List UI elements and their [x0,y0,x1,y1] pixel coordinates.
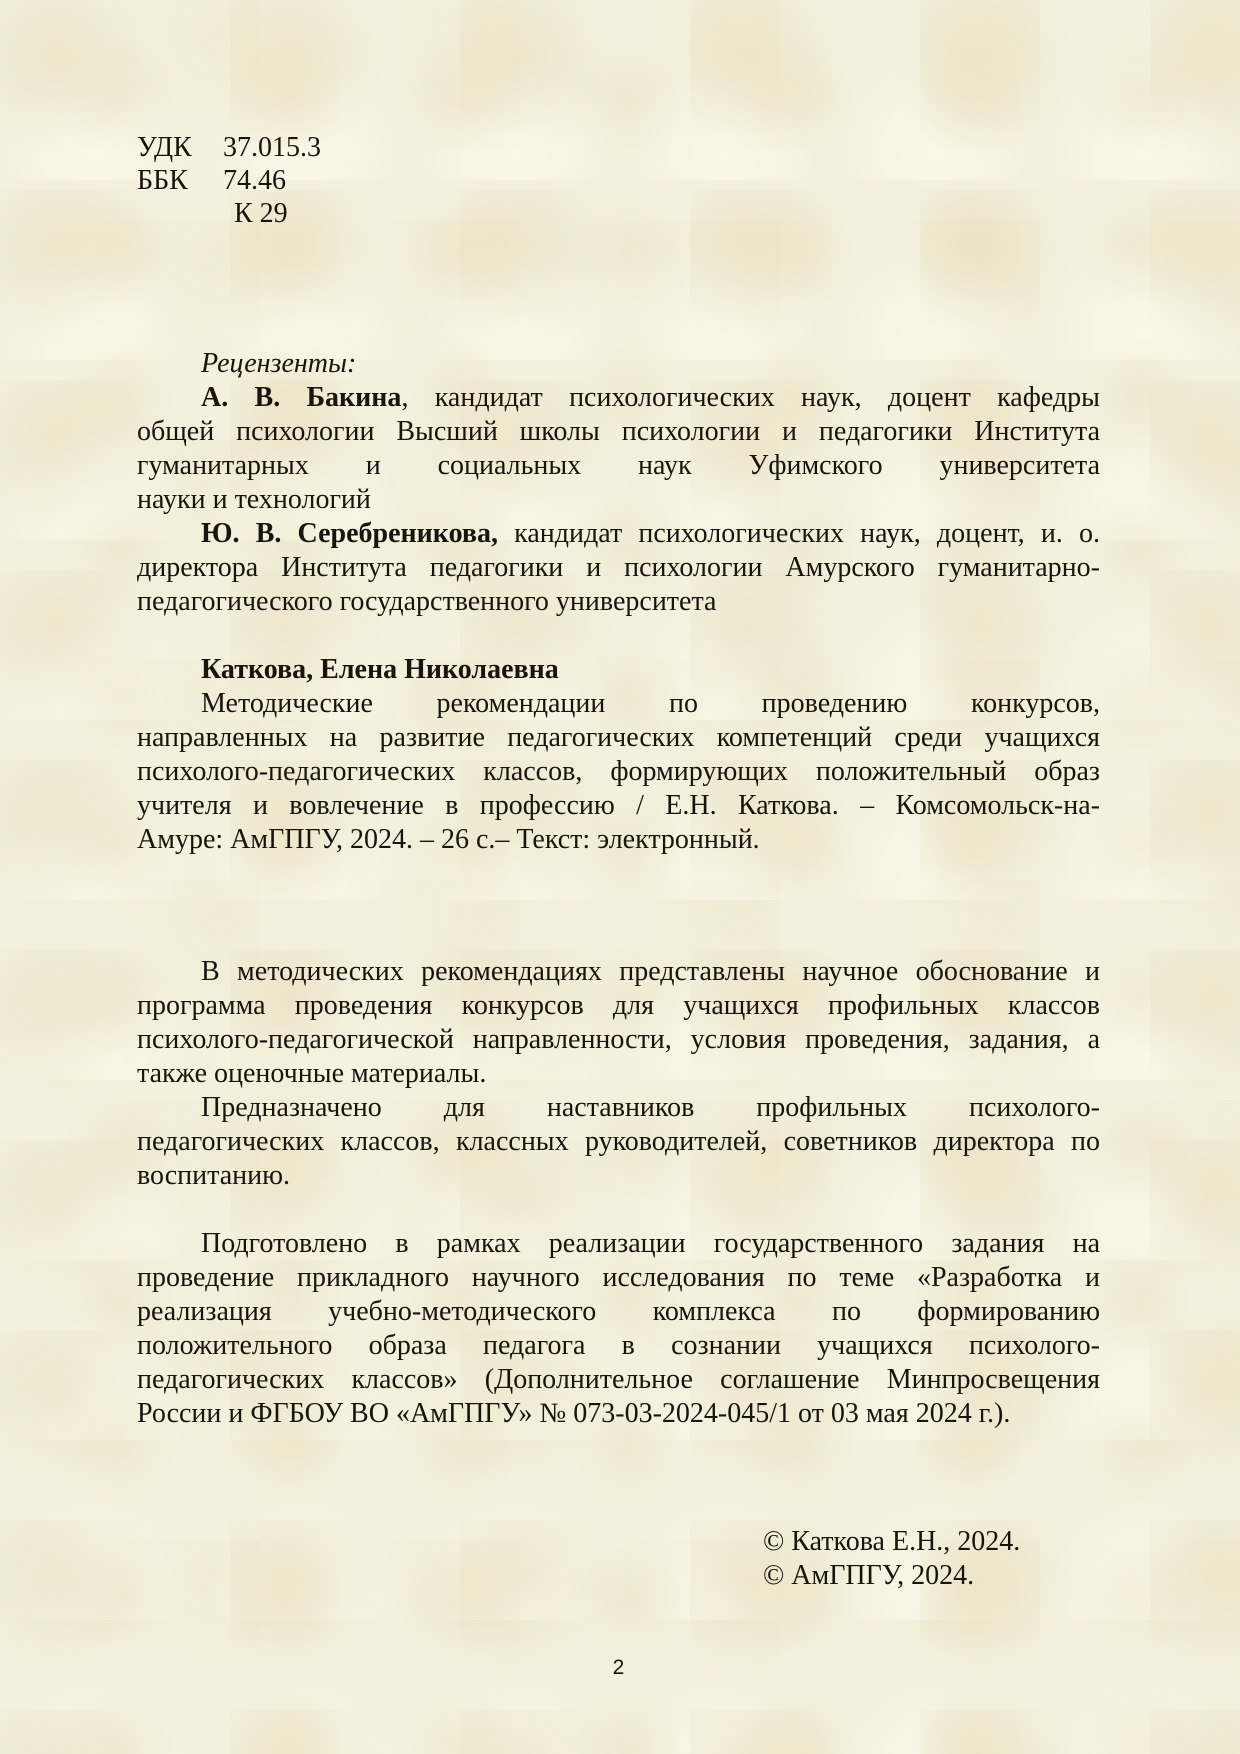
reviewer-1-lines [137,415,1100,517]
grant-line: Подготовлено в рамках реализации государственного задания на [201,1228,1100,1259]
reviewer-1-title: , кандидат психологических наук, доцент кафедры [401,382,1100,413]
reviewer-1-name: А. В. Бакина [201,382,402,413]
grant-line: проведение прикладного научного исследования по теме «Разработка и [137,1262,1100,1293]
book-description-line: учителя и вовлечение в профессию / Е.Н. Каткова. – Комсомольск-на- [137,790,1100,821]
reviewer-paragraph-2 [137,517,1100,619]
reviewers-heading: Рецензенты: [201,348,357,379]
page-number: 2 [612,1656,625,1679]
bbk-label: ББК [137,165,188,196]
annotation-line: также оценочные материалы. [137,1058,487,1089]
udk-block [137,0,1100,230]
udk-label: УДК [137,132,192,163]
annotation-line: педагогических классов, классных руководителей, советников директора по [137,1126,1100,1157]
book-author-heading: Каткова, Елена Николаевна [201,654,559,685]
book-description [137,687,1100,857]
book-description-line: Амуре: АмГПГУ, 2024. – 26 с.– Текст: электронный. [137,824,760,855]
bbk-value: 74.46 [223,165,286,196]
reviewer-2-line: педагогического государственного университета [137,586,717,617]
reviewer-1-line: общей психологии Высший школы психологии и педагогики Института [137,416,1100,447]
book-description-line: Методические рекомендации по проведению конкурсов, [201,688,1100,719]
grant-line: педагогических классов» (Дополнительное соглашение Минпросвещения [137,1364,1100,1395]
author-sign-row [137,197,1100,230]
annotation-line: психолого-педагогической направленности, условия проведения, задания, а [137,1024,1100,1055]
author-sign: К 29 [234,198,288,229]
reviewer-1-first-line [137,381,1100,415]
reviewer-1-line: гуманитарных и социальных наук Уфимского университета [137,450,1100,481]
annotation-line: воспитанию. [137,1160,291,1191]
copyright-line-author: © Каткова Е.Н., 2024. [763,1526,1021,1557]
annotation-paragraph-2 [137,1091,1100,1193]
reviewer-2-lines [137,551,1100,619]
reviewer-2-title: кандидат психологических наук, доцент, и. о. [498,518,1101,549]
reviewer-paragraph-1 [137,381,1100,517]
annotation-line: В методических рекомендациях представлены научное обоснование и [201,956,1100,987]
annotation-paragraph-1 [137,955,1100,1091]
udk-row [137,131,1100,164]
copyright-line-university: © АмГПГУ, 2024. [763,1560,975,1591]
udk-value: 37.015.3 [223,132,321,163]
book-description-line: психолого-педагогических классов, формирующих положительный образ [137,756,1100,787]
reviewer-2-name: Ю. В. Серебреникова, [201,518,498,549]
annotation-line: Предназначено для наставников профильных психолого- [201,1092,1100,1123]
reviewer-2-line: директора Института педагогики и психологии Амурского гуманитарно- [137,552,1100,583]
book-description-line: направленных на развитие педагогических компетенций среди учащихся [137,722,1100,753]
reviewers-section [137,347,1100,619]
grant-line: реализация учебно-методического комплекса по формированию [137,1296,1100,1327]
udk-label-spacer [137,197,223,230]
grant-line: России и ФГБОУ ВО «АмГПГУ» № 073-03-2024-045/1 от 03 мая 2024 г.). [137,1398,1011,1429]
reviewer-2-first-line [137,517,1100,551]
reviewer-1-line: науки и технологий [137,484,371,515]
annotation-line: программа проведения конкурсов для учащихся профильных классов [137,990,1100,1021]
bbk-row [137,164,1100,197]
grant-paragraph [137,1227,1100,1431]
copyright-block [763,1525,1100,1593]
grant-line: положительного образа педагога в сознании учащихся психолого- [137,1330,1100,1361]
